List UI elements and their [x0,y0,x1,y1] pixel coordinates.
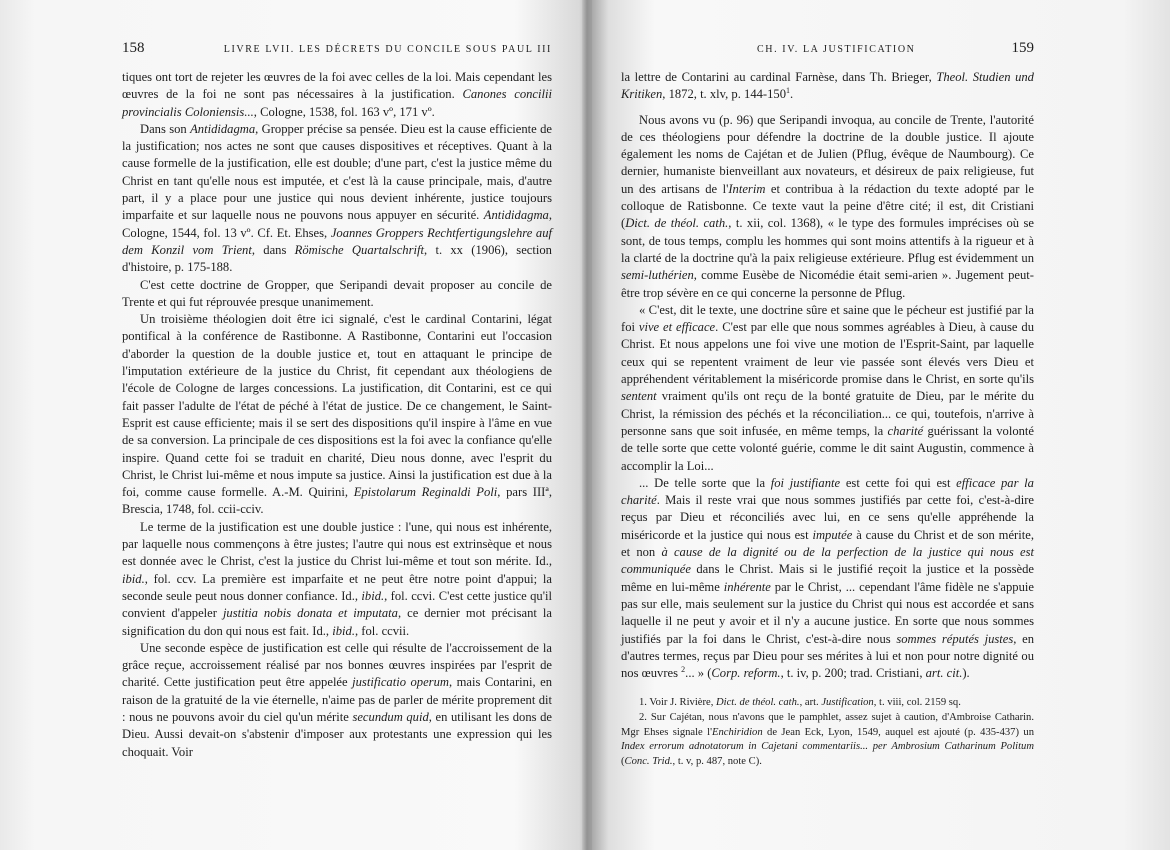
left-paragraph-0: tiques ont tort de rejeter les œuvres de la foi avec celles de la loi. Mais cependant les œuvres de la foi ne sont pas nécessaires à la justification. Canones concilii provincialis Coloniensis..., Cologne, 1538, fol. 163 vº, 171 vº. [122,70,553,119]
footnotes [621,696,1034,769]
right-page-number: 159 [1011,40,1034,56]
footnote-1: 1. Voir J. Rivière, Dict. de théol. cath., art. Justification, t. viii, col. 2159 sq. [639,697,961,709]
left-running-head [122,40,552,62]
left-page [122,40,552,761]
footnote-ref-1: 1 [786,86,790,96]
footnote-2: 2. Sur Cajétan, nous n'avons que le pamphlet, assez sujet à caution, d'Ambroise Catharin. Mgr Ehses signale l'Enchiridion de Jean Eck, Lyon, 1549, auquel est ajouté (p. 435-437) un Index errorum adnotatorum in Cajetani commentariis... per Ambrosium Catharinum Politum (Conc. Trid., t. v, p. 487, note C). [621,711,1034,767]
right-paragraph-0: la lettre de Contarini au cardinal Farnèse, dans Th. Brieger, Theol. Studien und Kritiken, 1872, t. xlv, p. $144-150^1$. [621,70,1034,102]
left-paragraph-1: Dans son Antididagma, Gropper précise sa pensée. Dieu est la cause efficiente de la justification; nos actes ne sont que causes dispositives et réceptives. Quant à la cause formelle de la justification, elle est double; d'une part, c'est la justice même du Christ en tant qu'elle nous est imputée, et c'est là la cause principale, mais, d'autre part, il y a place pour une justice qui nous devient inhérente, justice toujours imparfaite et sur laquelle nous ne pouvons nous appuyer en sécurité. Antididagma, Cologne, 1544, fol. 13 vº. Cf. Et. Ehses, Joannes Groppers Rechtfertigungslehre auf dem Konzil vom Trient, dans Römische Quartalschrift, t. xx (1906), section d'histoire, p. 175-188. [122,121,552,275]
left-page-number: 158 [122,40,145,56]
right-paragraph-2: « C'est, dit le texte, une doctrine sûre et saine que le pécheur est justifié par la foi vive et efficace. C'est par elle que nous sommes agréables à Dieu, à cause du Christ. Et nous appelons une foi vive une motion de l'Esprit-Saint, par laquelle ceux qui se repentent vraiment de leur vie passée sont élevés vers Dieu et appréhendent véritablement la miséricorde promise dans le Christ, en sorte qu'ils sentent vraiment qu'ils ont reçu de la bonté gratuite de Dieu, par le mérite du Christ, la rémission des péchés et la réconciliation... ce qui, toutefois, n'arrive à personne sans que soit infusée, en même temps, la charité guérissant la volonté de telle sorte que cette volonté guérie, comme le dit saint Augustin, commence à accomplir la Loi... [621,302,1035,473]
book-gutter [582,0,592,850]
right-page [621,40,1034,769]
left-paragraph-3: Un troisième théologien doit être ici signalé, c'est le cardinal Contarini, légat pontifical à la conférence de Rastibonne. A Rastibonne, Contarini eut l'occasion d'aborder la question de la double justice et, tout en attaquant le principe de l'imputation extérieure de la justice du Christ, fit cependant aux théologiens de l'école de Cologne de larges concessions. La justification, dit Contarini, est ce qui fait passer l'adulte de l'état de péché à l'état de justice. De ce changement, le Saint-Esprit est cause efficiente; mais il se sert des dispositions qu'il inspire à l'âme en vue de sa conversion. La principale de ces dispositions est la foi avec la confiance qu'elle inspire. Quand cette foi se traduit en charité, Dieu nous donne, avec l'esprit du Christ, le Christ lui-même et nous impute sa justice. Ainsi la justification est due à la foi, comme cause formelle. A.-M. Quirini, Epistolarum Reginaldi Poli, pars IIIª, Brescia, 1748, fol. ccii-cciv. [122,312,552,517]
right-running-head [621,40,1034,62]
right-running-title: CH. IV. LA JUSTIFICATION [756,44,916,55]
left-running-title: LIVRE LVII. LES DÉCRETS DU CONCILE SOUS PAUL III [223,44,552,55]
left-paragraph-5: Une seconde espèce de justification est celle qui résulte de l'accroissement de la grâce reçue, accroissement réalisé par nos bonnes œuvres inspirées par l'esprit de charité. Cette justification peut être appelée justificatio operum, mais Contarini, en raison de la gratuité de la vie éternelle, n'aime pas de parler de mérite proprement dit : nous ne pouvons avoir du ciel qu'un mérite secundum quid, en utilisant les dons de Dieu. Aussi devait-on s'abstenir d'imposer aux protestants une expression qui les choquait. Voir [122,640,553,759]
right-paragraph-1: Nous avons vu (p. 96) que Seripandi invoqua, au concile de Trente, l'autorité de ces théologiens pour défendre la doctrine de la double justice. Il ajoute également les noms de Cajétan et de Julien (Pflug, évêque de Naumbourg). Ce dernier, humaniste bienveillant aux novateurs, et désireux de paix religieuse, fut un des artisans de l'Interim et contribua à la rédaction du texte adopté par le colloque de Ratisbonne. Ce texte vaut la peine d'être cité; il est, dit Cristiani (Dict. de théol. cath., t. xii, col. 1368), « le type des formules imprécises où se sont, de tous temps, complu les hommes qui sont moins attentifs à la rigueur et à la clarté de la doctrine qu'à la paix religieuse extérieure. Pflug est évidemment un semi-luthérien, comme Eusèbe de Nicomédie était semi-arien ». Jugement peut-être trop sévère en ce qui concerne la personne de Pflug. [621,112,1034,300]
left-paragraph-2: C'est cette doctrine de Gropper, que Seripandi devait proposer au concile de Trente et qui fut réprouvée presque unanimement. [122,277,552,309]
right-paragraph-3: ... De telle sorte que la foi justifiante est cette foi qui est efficace par la charité. Mais il reste vrai que nous sommes justifiés par cette foi, c'est-à-dire reçus par Dieu et réconciliés avec lui, en ce sens qu'elle appréhende la miséricorde et la justice qui nous est imputée à cause du Christ et de son mérite, et non à cause de la dignité ou de la perfection de la justice qui nous est communiquée dans le Christ. Mais si le justifié reçoit la justice et la possède même en lui-même inhérente par le Christ, ... cependant l'âme fidèle ne s'appuie pas sur elle, mais seulement sur la justice du Christ qui nous est accordée et sans laquelle il ne peut y avoir et il n'y a aucune justice. En sorte que nous sommes justifiés par la foi dans le Christ, c'est-à-dire nous sommes réputés justes, en d'autres termes, reçus par Dieu pour ses mérites à lui et non pour notre dignité ou nos œuvres $^2$... » (Corp. reform., t. iv, p. 200; trad. Cristiani, art. cit.). [621,475,1034,681]
footnote-ref-2: 2 [681,665,686,675]
left-paragraph-4: Le terme de la justification est une double justice : l'une, qui nous est inhérente, par laquelle nous commençons à être justes; l'autre qui nous est extrinsèque et nous est donnée avec le Christ, c'est la justice du Christ lui-même et tout son mérite. Id., ibid., fol. ccv. La première est imparfaite et ne peut être notre point d'appui; la seconde seule peut nous donner confiance. Id., ibid., fol. ccvi. C'est cette justice qu'il convient d'appeler justitia nobis donata et imputata, ce dernier mot précisant la signification du don qui nous est fait. Id., ibid., fol. ccvii. [122,519,552,638]
